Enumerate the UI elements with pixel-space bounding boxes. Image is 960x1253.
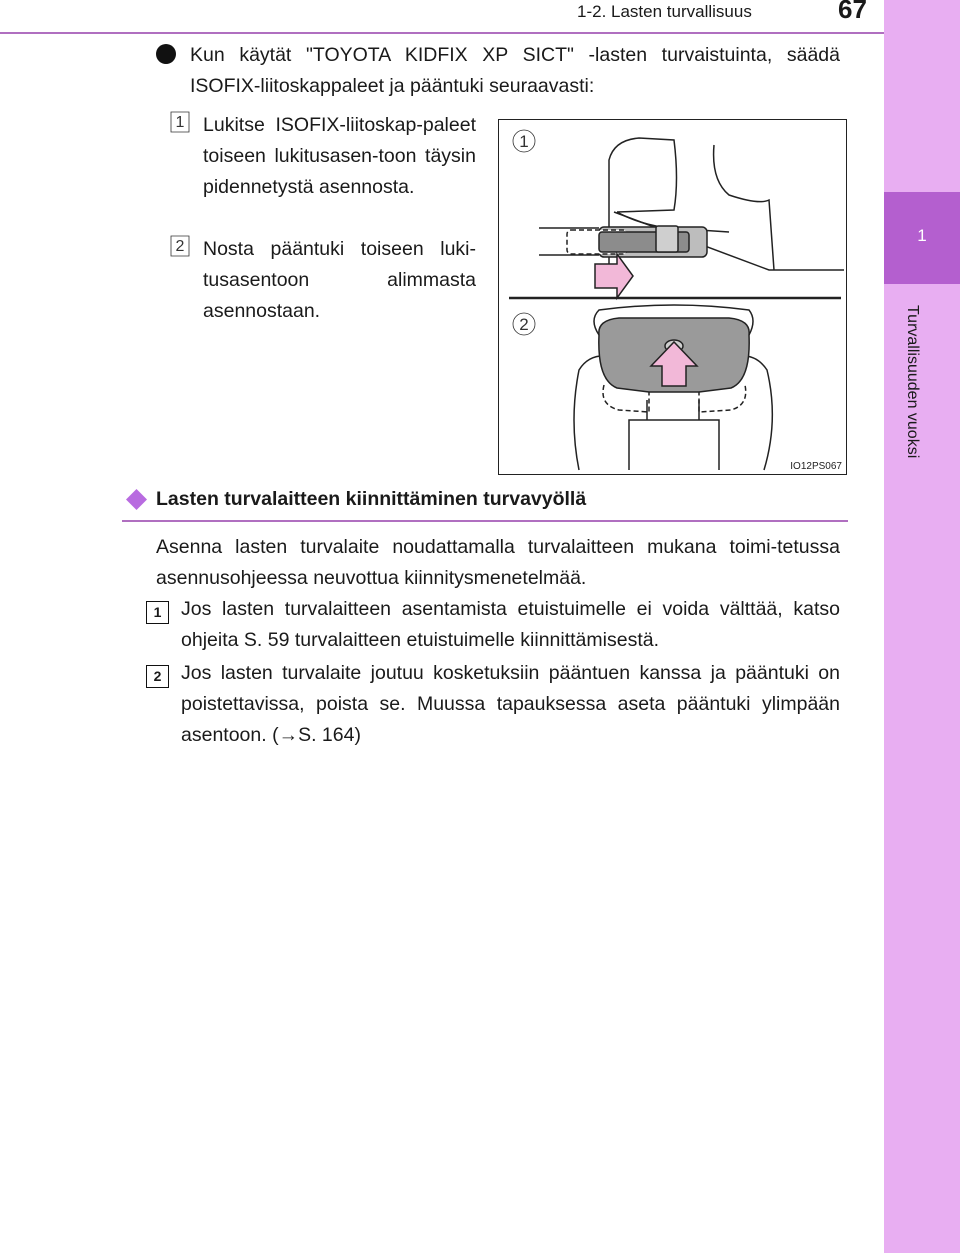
figure-label-2: 2 [519, 315, 529, 334]
chapter-number: 1 [917, 226, 927, 245]
item-2-text: Jos lasten turvalaite joutuu kosketuksiin pääntuen kanssa ja pääntuki on poistettavissa, poista se. Muussa tapauksessa aseta pääntuki ylimpään asentoon. (→S. 164) [181, 662, 840, 746]
step-number-2: 2 [175, 238, 185, 255]
isofix-illustration [539, 138, 844, 280]
step-number-1: 1 [175, 114, 185, 131]
section-body: Asenna lasten turvalaite noudattamalla turvalaitteen mukana toimi-tetussa asennusohjeessa neuvottua kiinnitysmenetelmää. [156, 536, 840, 589]
chapter-title: Turvallisuuden vuoksi [904, 305, 921, 459]
figure-label-1: 1 [519, 132, 529, 151]
section-heading: Lasten turvalaitteen kiinnittäminen turvavyöllä [156, 488, 587, 510]
chapter-sidebar [884, 0, 960, 1253]
step-number-2-icon [169, 234, 191, 258]
item-number-1: 1 [146, 601, 169, 624]
header-rule [0, 32, 884, 34]
push-arrow-icon [595, 254, 633, 298]
diamond-bullet-icon [126, 489, 147, 510]
figure-label-2-icon [513, 313, 535, 335]
headrest-illustration [574, 305, 772, 470]
item-number-2: 2 [146, 665, 169, 688]
page-number: 67 [838, 0, 867, 24]
illustration-figure [498, 119, 847, 475]
running-header-section: 1-2. Lasten turvallisuus [577, 2, 752, 21]
section-rule [122, 520, 848, 522]
bullet-icon [156, 44, 176, 64]
step-1-text: Lukitse ISOFIX-liitoskap-paleet toiseen lukitusasen-toon täysin pidennetystä asennosta. [203, 114, 476, 198]
step-number-1-icon [169, 110, 191, 134]
intro-paragraph: Kun käytät "TOYOTA KIDFIX XP SICT" -lasten turvaistuinta, säädä ISOFIX-liitoskappaleet ja pääntuki seuraavasti: [190, 44, 840, 97]
chapter-title-vertical [903, 305, 923, 505]
step-2-text: Nosta pääntuki toiseen luki-tusasentoon alimmasta asennostaan. [203, 238, 476, 322]
figure-code: IO12PS067 [790, 461, 842, 472]
item-1-text: Jos lasten turvalaitteen asentamista etuistuimelle ei voida välttää, katso ohjeita S. 59 turvalaitteen etuistuimelle kiinnittämisestä. [181, 598, 840, 651]
figure-label-1-icon [513, 130, 535, 152]
